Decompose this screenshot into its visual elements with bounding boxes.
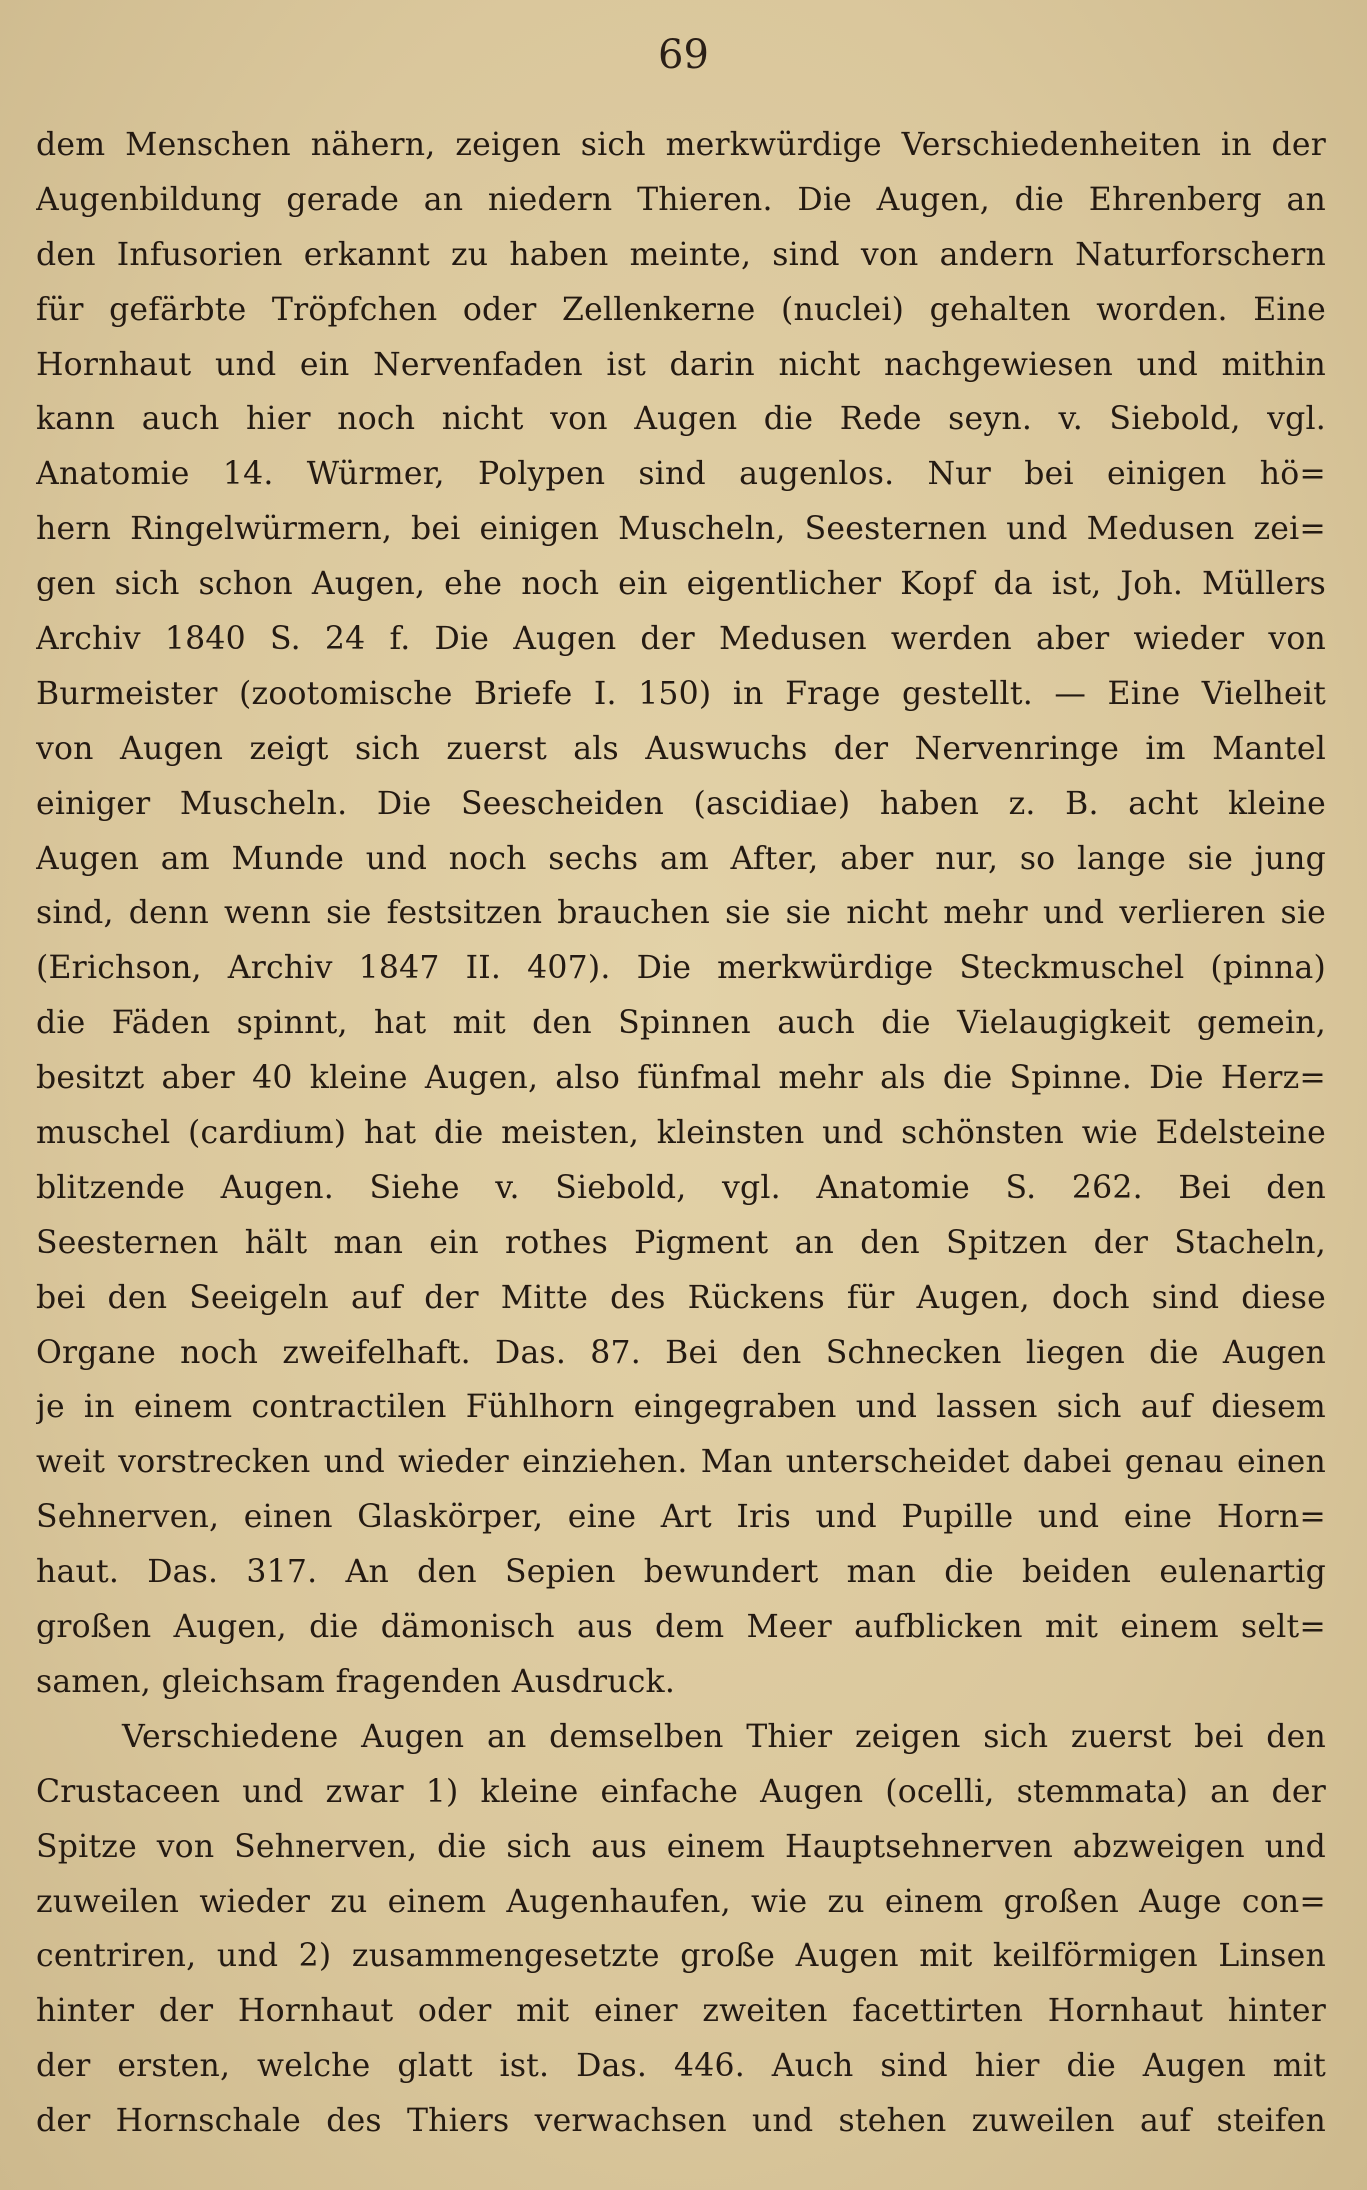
text-line: Anatomie 14. Würmer, Polypen sind augenlos. Nur bei einigen hö= — [36, 456, 1326, 493]
text-line: den Infusorien erkannt zu haben meinte, sind von andern Naturforschern — [36, 236, 1326, 273]
page-number: 69 — [658, 32, 709, 78]
text-line: die Fäden spinnt, hat mit den Spinnen auch die Vielaugigkeit gemein, — [36, 1005, 1326, 1042]
text-line: blitzende Augen. Siehe v. Siebold, vgl. Anatomie S. 262. Bei den — [36, 1169, 1326, 1206]
text-line: der Hornschale des Thiers verwachsen und stehen zuweilen auf steifen — [36, 2103, 1326, 2140]
text-line: gen sich schon Augen, ehe noch ein eigentlicher Kopf da ist, Joh. Müllers — [36, 566, 1326, 603]
text-line: je in einem contractilen Fühlhorn eingegraben und lassen sich auf diesem — [36, 1389, 1326, 1426]
text-line: Verschiedene Augen an demselben Thier zeigen sich zuerst bei den — [122, 1718, 1326, 1755]
text-line: Hornhaut und ein Nervenfaden ist darin nicht nachgewiesen und mithin — [36, 346, 1326, 383]
body-text — [36, 118, 1326, 2149]
text-line: Sehnerven, einen Glaskörper, eine Art Iris und Pupille und eine Horn= — [36, 1499, 1326, 1536]
text-line: dem Menschen nähern, zeigen sich merkwürdige Verschiedenheiten in der — [36, 127, 1326, 163]
text-line: sind, denn wenn sie festsitzen brauchen sie sie nicht mehr und verlieren sie — [36, 895, 1326, 932]
text-line: samen, gleichsam fragenden Ausdruck. — [36, 1663, 676, 1700]
text-line: Seesternen hält man ein rothes Pigment an den Spitzen der Stacheln, — [36, 1224, 1326, 1261]
text-line: Crustaceen und zwar 1) kleine einfache Augen (ocelli, stemmata) an der — [36, 1773, 1326, 1810]
text-line: hinter der Hornhaut oder mit einer zweiten facettirten Hornhaut hinter — [36, 1993, 1326, 2030]
text-line: Organe noch zweifelhaft. Das. 87. Bei den Schnecken liegen die Augen — [36, 1334, 1326, 1371]
text-line: (Erichson, Archiv 1847 II. 407). Die merkwürdige Steckmuschel (pinna) — [36, 950, 1326, 987]
text-line: einiger Muscheln. Die Seescheiden (ascidiae) haben z. B. acht kleine — [36, 785, 1326, 822]
text-line: Archiv 1840 S. 24 f. Die Augen der Medusen werden aber wieder von — [36, 621, 1326, 658]
text-line: weit vorstrecken und wieder einziehen. Man unterscheidet dabei genau einen — [36, 1444, 1326, 1481]
text-line: für gefärbte Tröpfchen oder Zellenkerne (nuclei) gehalten worden. Eine — [36, 291, 1326, 328]
text-line: haut. Das. 317. An den Sepien bewundert man die beiden eulenartig — [36, 1554, 1326, 1591]
text-line: Spitze von Sehnerven, die sich aus einem Hauptsehnerven abzweigen und — [36, 1828, 1326, 1865]
text-line: der ersten, welche glatt ist. Das. 446. Auch sind hier die Augen mit — [36, 2048, 1326, 2085]
text-line: kann auch hier noch nicht von Augen die Rede seyn. v. Siebold, vgl. — [36, 401, 1326, 438]
text-line: großen Augen, die dämonisch aus dem Meer aufblicken mit einem selt= — [36, 1609, 1326, 1646]
text-line: Augen am Munde und noch sechs am After, aber nur, so lange sie jung — [36, 840, 1326, 877]
text-line: von Augen zeigt sich zuerst als Auswuchs der Nervenringe im Mantel — [36, 730, 1326, 767]
text-line: muschel (cardium) hat die meisten, kleinsten und schönsten wie Edelsteine — [36, 1115, 1326, 1152]
text-line: bei den Seeigeln auf der Mitte des Rückens für Augen, doch sind diese — [36, 1279, 1326, 1316]
text-line: hern Ringelwürmern, bei einigen Muscheln, Seesternen und Medusen zei= — [36, 511, 1326, 548]
text-line: centriren, und 2) zusammengesetzte große Augen mit keilförmigen Linsen — [36, 1938, 1326, 1975]
text-line: zuweilen wieder zu einem Augenhaufen, wie zu einem großen Auge con= — [36, 1883, 1326, 1920]
text-line: Burmeister (zootomische Briefe I. 150) in Frage gestellt. — Eine Vielheit — [36, 675, 1326, 712]
text-line: Augenbildung gerade an niedern Thieren. Die Augen, die Ehrenberg an — [36, 181, 1326, 218]
text-line: besitzt aber 40 kleine Augen, also fünfmal mehr als die Spinne. Die Herz= — [36, 1060, 1326, 1097]
